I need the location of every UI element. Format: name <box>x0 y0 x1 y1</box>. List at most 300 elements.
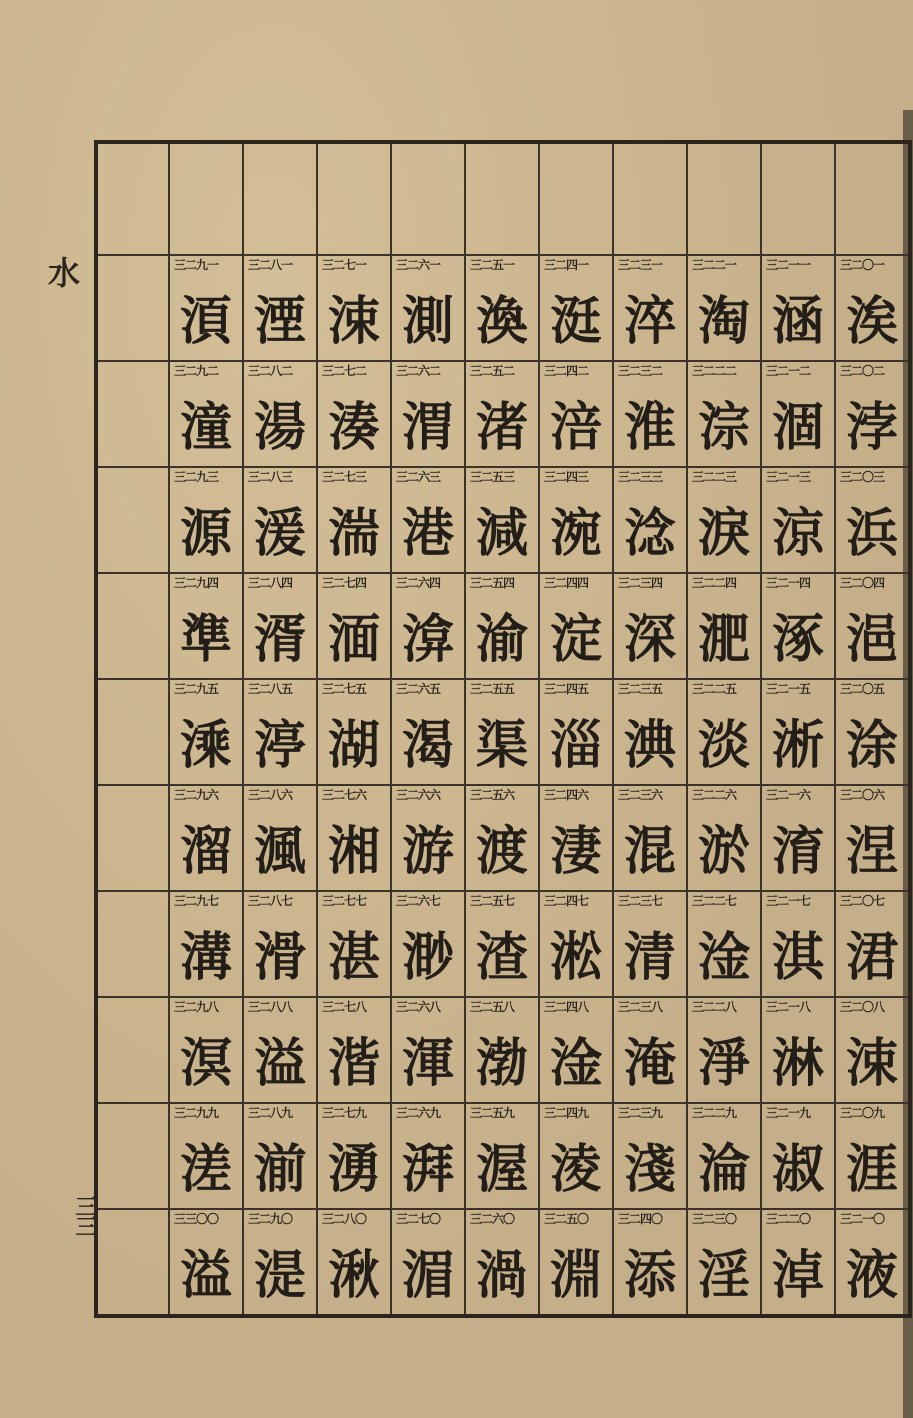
code-number: 三二七〇 <box>396 1212 441 1226</box>
code-number: 三二六八 <box>396 1000 441 1014</box>
header-cell <box>391 142 465 255</box>
code-number: 三二六五 <box>396 682 441 696</box>
character-glyph: 淅 <box>771 715 824 776</box>
character-cell <box>391 255 465 361</box>
character-cell <box>761 1209 835 1316</box>
character-cell <box>169 679 243 785</box>
character-glyph: 涿 <box>771 609 824 670</box>
code-number: 三二四六 <box>544 788 589 802</box>
character-cell <box>761 467 835 573</box>
code-number: 三二二三 <box>692 470 737 484</box>
character-cell <box>317 1103 391 1209</box>
character-cell <box>317 1209 391 1316</box>
character-glyph: 淯 <box>771 821 824 882</box>
character-glyph: 湫 <box>327 1245 380 1306</box>
code-number: 三二〇四 <box>840 576 885 590</box>
character-cell <box>687 785 761 891</box>
code-number: 三二五六 <box>470 788 515 802</box>
code-number: 三二四二 <box>544 364 589 378</box>
character-cell <box>169 255 243 361</box>
character-cell <box>835 1103 910 1209</box>
character-glyph: 涸 <box>771 397 824 458</box>
character-glyph: 淡 <box>697 715 750 776</box>
character-glyph: 溢 <box>253 1033 306 1094</box>
character-glyph: 湊 <box>327 397 380 458</box>
code-number: 三二〇六 <box>840 788 885 802</box>
code-number: 三二三九 <box>618 1106 663 1120</box>
code-number: 三二八四 <box>248 576 293 590</box>
character-glyph: 滑 <box>253 927 306 988</box>
radical-label: 水 <box>48 254 81 292</box>
code-number: 三二六一 <box>396 258 441 272</box>
code-number: 三二二八 <box>692 1000 737 1014</box>
character-cell <box>761 997 835 1103</box>
character-cell <box>761 785 835 891</box>
character-cell <box>835 679 910 785</box>
character-glyph: 淺 <box>623 1139 676 1200</box>
code-number: 三二八八 <box>248 1000 293 1014</box>
character-glyph: 淖 <box>771 1245 824 1306</box>
character-glyph: 湧 <box>327 1139 380 1200</box>
character-cell <box>317 255 391 361</box>
code-number: 三二二二 <box>692 364 737 378</box>
code-number: 三二七八 <box>322 1000 367 1014</box>
character-glyph: 涑 <box>327 291 380 352</box>
character-cell <box>243 467 317 573</box>
code-number: 三二三三 <box>618 470 663 484</box>
character-glyph: 淩 <box>549 1139 602 1200</box>
character-glyph: 淮 <box>623 397 676 458</box>
code-number: 三二八九 <box>248 1106 293 1120</box>
character-glyph: 浜 <box>845 503 898 564</box>
code-number: 三二七五 <box>322 682 367 696</box>
row-label-cell <box>96 1209 169 1316</box>
character-cell <box>465 467 539 573</box>
character-cell <box>243 573 317 679</box>
code-number: 三二〇九 <box>840 1106 885 1120</box>
code-number: 三二三七 <box>618 894 663 908</box>
code-number: 三二九八 <box>174 1000 219 1014</box>
header-cell <box>613 142 687 255</box>
character-cell <box>687 467 761 573</box>
character-glyph: 源 <box>179 503 232 564</box>
character-cell <box>835 573 910 679</box>
code-number: 三二六四 <box>396 576 441 590</box>
character-grid <box>94 140 912 1318</box>
character-glyph: 渰 <box>401 609 454 670</box>
code-number: 三二〇一 <box>840 258 885 272</box>
code-number: 三二三五 <box>618 682 663 696</box>
character-glyph: 淫 <box>697 1245 750 1306</box>
character-cell <box>391 997 465 1103</box>
character-cell <box>761 255 835 361</box>
code-number: 三二四〇 <box>618 1212 663 1226</box>
code-number: 三二六七 <box>396 894 441 908</box>
character-glyph: 涵 <box>771 291 824 352</box>
character-cell <box>613 573 687 679</box>
code-number: 三二〇七 <box>840 894 885 908</box>
code-number: 三二五四 <box>470 576 515 590</box>
character-glyph: 浥 <box>845 609 898 670</box>
character-cell <box>613 785 687 891</box>
code-number: 三二一七 <box>766 894 811 908</box>
character-glyph: 準 <box>179 609 232 670</box>
character-glyph: 湮 <box>253 291 306 352</box>
code-number: 三二三八 <box>618 1000 663 1014</box>
table-row <box>96 1103 910 1209</box>
character-cell <box>169 891 243 997</box>
character-glyph: 涯 <box>845 1139 898 1200</box>
character-glyph: 淟 <box>623 715 676 776</box>
character-cell <box>317 467 391 573</box>
character-glyph: 湃 <box>401 1139 454 1200</box>
character-glyph: 淰 <box>623 503 676 564</box>
header-cell <box>835 142 910 255</box>
code-number: 三二九〇 <box>248 1212 293 1226</box>
code-number: 三二八〇 <box>322 1212 367 1226</box>
character-cell <box>391 785 465 891</box>
code-number: 三二七六 <box>322 788 367 802</box>
code-number: 三二一九 <box>766 1106 811 1120</box>
header-cell <box>243 142 317 255</box>
row-label-cell <box>96 361 169 467</box>
character-cell <box>613 1103 687 1209</box>
code-number: 三二〇三 <box>840 470 885 484</box>
character-cell <box>391 361 465 467</box>
character-glyph: 深 <box>623 609 676 670</box>
code-number: 三二四五 <box>544 682 589 696</box>
character-cell <box>613 891 687 997</box>
code-number: 三二五七 <box>470 894 515 908</box>
code-number: 三二四四 <box>544 576 589 590</box>
character-glyph: 渟 <box>253 715 306 776</box>
character-glyph: 游 <box>401 821 454 882</box>
character-cell <box>169 1103 243 1209</box>
table-row <box>96 255 910 361</box>
character-glyph: 液 <box>845 1245 898 1306</box>
code-number: 三二二一 <box>692 258 737 272</box>
character-glyph: 渡 <box>475 821 528 882</box>
character-cell <box>169 785 243 891</box>
character-glyph: 涼 <box>771 503 824 564</box>
code-number: 三二八三 <box>248 470 293 484</box>
character-glyph: 淘 <box>697 291 750 352</box>
character-cell <box>539 1103 613 1209</box>
character-glyph: 渢 <box>253 821 306 882</box>
header-cell <box>317 142 391 255</box>
code-number: 三二三六 <box>618 788 663 802</box>
character-cell <box>169 361 243 467</box>
character-glyph: 淑 <box>771 1139 824 1200</box>
code-number: 三二六三 <box>396 470 441 484</box>
code-number: 三二八五 <box>248 682 293 696</box>
code-number: 三二四八 <box>544 1000 589 1014</box>
code-number: 三二一五 <box>766 682 811 696</box>
character-glyph: 清 <box>623 927 676 988</box>
character-glyph: 淙 <box>697 397 750 458</box>
character-glyph: 淦 <box>549 1033 602 1094</box>
character-glyph: 添 <box>623 1245 676 1306</box>
row-label-cell <box>96 255 169 361</box>
character-cell <box>835 1209 910 1316</box>
character-cell <box>391 679 465 785</box>
character-glyph: 淦 <box>697 927 750 988</box>
code-number: 三二七一 <box>322 258 367 272</box>
character-glyph: 溜 <box>179 821 232 882</box>
character-cell <box>465 1209 539 1316</box>
character-glyph: 渙 <box>475 291 528 352</box>
character-glyph: 涂 <box>845 715 898 776</box>
code-number: 三二六六 <box>396 788 441 802</box>
code-number: 三二九七 <box>174 894 219 908</box>
code-number: 三二七二 <box>322 364 367 378</box>
character-cell <box>243 997 317 1103</box>
character-cell <box>687 1103 761 1209</box>
character-glyph: 湯 <box>253 397 306 458</box>
character-cell <box>243 255 317 361</box>
character-cell <box>835 891 910 997</box>
character-glyph: 湖 <box>327 715 380 776</box>
table-row <box>96 1209 910 1316</box>
character-cell <box>835 361 910 467</box>
character-glyph: 湍 <box>327 503 380 564</box>
character-glyph: 湏 <box>179 291 232 352</box>
character-cell <box>761 361 835 467</box>
code-number: 三二一〇 <box>840 1212 885 1226</box>
character-cell <box>539 255 613 361</box>
character-glyph: 淝 <box>697 609 750 670</box>
code-number: 三二三〇 <box>692 1212 737 1226</box>
header-cell <box>687 142 761 255</box>
character-glyph: 港 <box>401 503 454 564</box>
character-glyph: 湲 <box>253 503 306 564</box>
character-glyph: 渣 <box>475 927 528 988</box>
code-number: 三二九五 <box>174 682 219 696</box>
character-glyph: 渾 <box>401 1033 454 1094</box>
character-glyph: 湜 <box>253 1245 306 1306</box>
character-cell <box>465 891 539 997</box>
character-cell <box>539 573 613 679</box>
character-cell <box>391 573 465 679</box>
character-glyph: 涘 <box>845 291 898 352</box>
code-number: 三二五二 <box>470 364 515 378</box>
character-glyph: 渭 <box>401 397 454 458</box>
character-glyph: 渝 <box>475 609 528 670</box>
character-glyph: 渴 <box>401 715 454 776</box>
character-cell <box>317 361 391 467</box>
character-cell <box>613 255 687 361</box>
code-number: 三二〇二 <box>840 364 885 378</box>
header-cell <box>761 142 835 255</box>
character-cell <box>539 891 613 997</box>
code-number: 三二三二 <box>618 364 663 378</box>
character-glyph: 淹 <box>623 1033 676 1094</box>
code-number: 三二八七 <box>248 894 293 908</box>
code-number: 三二二〇 <box>766 1212 811 1226</box>
table-row <box>96 361 910 467</box>
character-cell <box>835 467 910 573</box>
character-glyph: 浡 <box>845 397 898 458</box>
character-cell <box>761 679 835 785</box>
character-cell <box>539 467 613 573</box>
character-glyph: 淄 <box>549 715 602 776</box>
character-glyph: 湄 <box>401 1245 454 1306</box>
code-number: 三二一一 <box>766 258 811 272</box>
character-cell <box>613 997 687 1103</box>
code-number: 三二三一 <box>618 258 663 272</box>
character-glyph: 湝 <box>327 1033 380 1094</box>
character-cell <box>761 1103 835 1209</box>
character-cell <box>687 679 761 785</box>
code-number: 三二九二 <box>174 364 219 378</box>
code-number: 三二二九 <box>692 1106 737 1120</box>
code-number: 三二五一 <box>470 258 515 272</box>
row-label-cell <box>96 1103 169 1209</box>
character-glyph: 混 <box>623 821 676 882</box>
table-row <box>96 467 910 573</box>
character-glyph: 湎 <box>327 609 380 670</box>
code-number: 三二九三 <box>174 470 219 484</box>
character-cell <box>613 467 687 573</box>
code-number: 三二六二 <box>396 364 441 378</box>
code-number: 三二二四 <box>692 576 737 590</box>
character-cell <box>465 255 539 361</box>
code-number: 三二五八 <box>470 1000 515 1014</box>
code-number: 三二一六 <box>766 788 811 802</box>
character-glyph: 溟 <box>179 1033 232 1094</box>
code-number: 三二八一 <box>248 258 293 272</box>
character-cell <box>539 1209 613 1316</box>
character-cell <box>317 997 391 1103</box>
character-cell <box>539 361 613 467</box>
character-cell <box>835 785 910 891</box>
character-glyph: 涴 <box>549 503 602 564</box>
character-glyph: 渦 <box>475 1245 528 1306</box>
code-number: 三二〇五 <box>840 682 885 696</box>
character-cell <box>465 785 539 891</box>
code-number: 三二五三 <box>470 470 515 484</box>
code-number: 三二四三 <box>544 470 589 484</box>
code-number: 三二七九 <box>322 1106 367 1120</box>
character-glyph: 渥 <box>475 1139 528 1200</box>
character-glyph: 渚 <box>475 397 528 458</box>
character-cell <box>465 573 539 679</box>
header-cell <box>169 142 243 255</box>
character-cell <box>687 997 761 1103</box>
character-cell <box>169 573 243 679</box>
character-cell <box>317 891 391 997</box>
code-number: 三二二六 <box>692 788 737 802</box>
character-cell <box>169 1209 243 1316</box>
code-number: 三二八六 <box>248 788 293 802</box>
character-cell <box>465 997 539 1103</box>
code-number: 三二七三 <box>322 470 367 484</box>
code-number: 三二七四 <box>322 576 367 590</box>
character-cell <box>243 1103 317 1209</box>
row-label-cell <box>96 891 169 997</box>
character-glyph: 湘 <box>327 821 380 882</box>
code-number: 三二四一 <box>544 258 589 272</box>
character-glyph: 淵 <box>549 1245 602 1306</box>
character-glyph: 淇 <box>771 927 824 988</box>
character-cell <box>391 467 465 573</box>
character-cell <box>243 785 317 891</box>
character-cell <box>539 679 613 785</box>
character-glyph: 湛 <box>327 927 380 988</box>
character-cell <box>317 785 391 891</box>
character-glyph: 渠 <box>475 715 528 776</box>
character-cell <box>243 1209 317 1316</box>
header-cell <box>539 142 613 255</box>
code-number: 三二五九 <box>470 1106 515 1120</box>
page-number: 三三 <box>72 1195 98 1235</box>
character-cell <box>243 679 317 785</box>
code-number: 三二〇八 <box>840 1000 885 1014</box>
character-cell <box>243 361 317 467</box>
character-cell <box>539 785 613 891</box>
character-glyph: 潼 <box>179 397 232 458</box>
character-cell <box>391 1209 465 1316</box>
character-cell <box>613 1209 687 1316</box>
character-glyph: 淤 <box>697 821 750 882</box>
character-cell <box>243 891 317 997</box>
table-row <box>96 891 910 997</box>
character-glyph: 湑 <box>253 609 306 670</box>
code-number: 三二九六 <box>174 788 219 802</box>
character-glyph: 渺 <box>401 927 454 988</box>
character-cell <box>465 679 539 785</box>
header-row <box>96 142 910 255</box>
table-row <box>96 997 910 1103</box>
row-label-cell <box>96 997 169 1103</box>
character-glyph: 淬 <box>623 291 676 352</box>
code-number: 三二八二 <box>248 364 293 378</box>
character-glyph: 溝 <box>179 927 232 988</box>
code-number: 三三〇〇 <box>174 1212 219 1226</box>
character-glyph: 淞 <box>549 927 602 988</box>
table-row <box>96 785 910 891</box>
character-glyph: 測 <box>401 291 454 352</box>
character-glyph: 減 <box>475 503 528 564</box>
code-number: 三二五五 <box>470 682 515 696</box>
code-number: 三二二七 <box>692 894 737 908</box>
character-cell <box>169 467 243 573</box>
character-glyph: 淨 <box>697 1033 750 1094</box>
character-glyph: 涑 <box>845 1033 898 1094</box>
header-cell <box>96 142 169 255</box>
character-cell <box>391 1103 465 1209</box>
grid-body <box>96 142 910 1316</box>
row-label-cell <box>96 467 169 573</box>
character-cell <box>761 573 835 679</box>
character-cell <box>761 891 835 997</box>
character-glyph: 溠 <box>179 1139 232 1200</box>
character-glyph: 淋 <box>771 1033 824 1094</box>
character-cell <box>613 679 687 785</box>
code-number: 三二一三 <box>766 470 811 484</box>
code-number: 三二六〇 <box>470 1212 515 1226</box>
code-number: 三二九一 <box>174 258 219 272</box>
code-number: 三二五〇 <box>544 1212 589 1226</box>
character-cell <box>687 573 761 679</box>
character-glyph: 涪 <box>549 397 602 458</box>
character-cell <box>169 997 243 1103</box>
code-number: 三二四九 <box>544 1106 589 1120</box>
character-cell <box>835 255 910 361</box>
character-glyph: 涒 <box>845 927 898 988</box>
table-row <box>96 573 910 679</box>
character-cell <box>317 679 391 785</box>
